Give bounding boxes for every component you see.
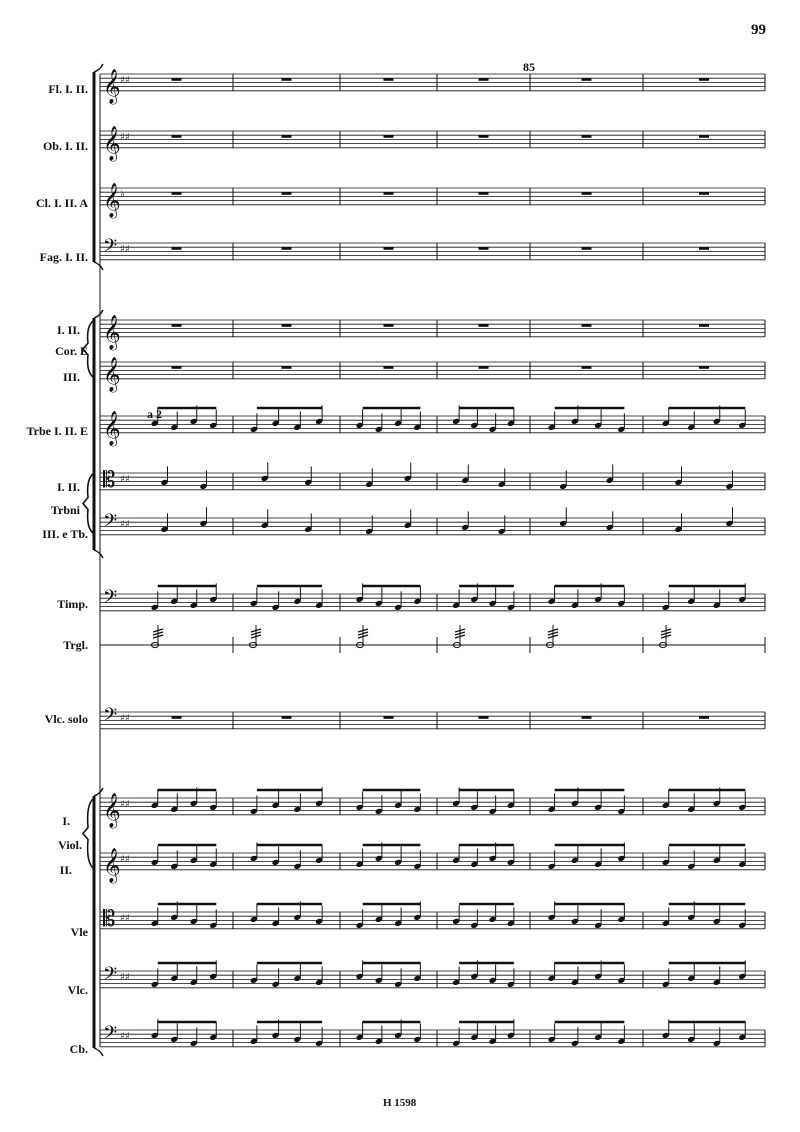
whole-rest xyxy=(282,192,292,195)
label-timpani: Timp. xyxy=(57,597,88,611)
strings-bracket-hook xyxy=(94,788,103,796)
whole-rest xyxy=(172,324,182,327)
label-basses: Cb. xyxy=(69,1042,88,1056)
clef-treble: 𝄞 xyxy=(103,357,121,392)
whole-rest xyxy=(582,716,592,719)
clef-treble: 𝄞 xyxy=(103,69,121,104)
whole-rest xyxy=(699,247,709,250)
whole-rest xyxy=(384,366,394,369)
whole-rest xyxy=(582,324,592,327)
label-trombones-3: III. e Tb. xyxy=(42,527,88,541)
woodwind-bracket-hook xyxy=(94,64,103,72)
clef-bass: 𝄢 xyxy=(103,236,118,261)
whole-rest xyxy=(699,192,709,195)
key-signature: ♯♯ xyxy=(120,854,130,865)
whole-rest xyxy=(282,247,292,250)
whole-rest xyxy=(172,366,182,369)
whole-rest xyxy=(479,247,489,250)
measure-number: 85 xyxy=(523,60,535,74)
key-signature: ♯♯ xyxy=(120,713,130,724)
clef-bass: 𝄢 xyxy=(103,587,118,612)
clef-treble: 𝄞 xyxy=(103,183,121,218)
trombones-brace xyxy=(83,473,94,534)
key-signature: ♯♯ xyxy=(120,913,130,924)
whole-rest xyxy=(384,135,394,138)
whole-rest xyxy=(282,366,292,369)
clef-bass: 𝄢 xyxy=(103,511,118,536)
whole-rest xyxy=(699,716,709,719)
clef-tenor: 𝄡 xyxy=(103,468,116,493)
label-violins-1: I. xyxy=(62,814,70,828)
key-signature: ♯♯ xyxy=(120,1031,130,1042)
whole-rest xyxy=(384,716,394,719)
clef-bass: 𝄢 xyxy=(103,1023,118,1048)
label-bassoons: Fag. I. II. xyxy=(39,250,88,264)
key-signature: ♯♯ xyxy=(120,799,130,810)
label-cello-solo: Vlc. solo xyxy=(44,712,88,726)
whole-rest xyxy=(172,247,182,250)
whole-rest xyxy=(582,192,592,195)
clef-alto: 𝄡 xyxy=(103,907,116,932)
whole-rest xyxy=(384,78,394,81)
page-number: 99 xyxy=(751,22,766,38)
label-trumpets: Trbe I. II. E xyxy=(26,424,88,438)
label-violins-2: II. xyxy=(59,863,72,877)
label-horns-12: I. II. xyxy=(56,323,80,337)
clef-treble: 𝄞 xyxy=(103,315,121,350)
label-horns-name: Cor. E xyxy=(55,344,88,358)
whole-rest xyxy=(479,78,489,81)
whole-rest xyxy=(582,78,592,81)
whole-rest xyxy=(582,366,592,369)
label-horns-3: III. xyxy=(62,370,80,384)
whole-rest xyxy=(699,324,709,327)
woodwind-bracket-hook xyxy=(94,262,103,270)
key-signature: ♯♯ xyxy=(120,519,130,530)
clef-treble: 𝄞 xyxy=(103,126,121,161)
whole-rest xyxy=(699,135,709,138)
label-violas: Vle xyxy=(70,925,88,939)
strings-bracket-hook xyxy=(94,1048,103,1056)
whole-rest xyxy=(479,716,489,719)
brass-bracket-hook xyxy=(94,310,103,318)
whole-rest xyxy=(699,78,709,81)
whole-rest xyxy=(582,247,592,250)
whole-rest xyxy=(384,324,394,327)
whole-rest xyxy=(582,135,592,138)
whole-rest xyxy=(384,247,394,250)
whole-rest xyxy=(282,324,292,327)
brass-bracket-hook xyxy=(94,550,103,558)
whole-rest xyxy=(172,135,182,138)
key-signature: ♯♯ xyxy=(120,244,130,255)
whole-rest xyxy=(479,324,489,327)
clef-treble: 𝄞 xyxy=(103,411,121,446)
whole-rest xyxy=(479,192,489,195)
key-signature: ♯♯ xyxy=(120,474,130,485)
label-clarinets: Cl. I. II. A xyxy=(35,196,88,210)
key-signature: ♭ xyxy=(120,189,125,200)
whole-rest xyxy=(384,192,394,195)
label-oboes: Ob. I. II. xyxy=(42,139,88,153)
label-cellos: Vlc. xyxy=(67,983,88,997)
whole-rest xyxy=(282,716,292,719)
clef-treble: 𝄞 xyxy=(103,793,121,828)
whole-rest xyxy=(172,78,182,81)
whole-rest xyxy=(479,366,489,369)
clef-bass: 𝄢 xyxy=(103,705,118,730)
label-flutes: Fl. I. II. xyxy=(48,82,88,96)
key-signature: ♯♯ xyxy=(120,972,130,983)
whole-rest xyxy=(282,135,292,138)
whole-rest xyxy=(699,366,709,369)
whole-rest xyxy=(172,716,182,719)
whole-rest xyxy=(479,135,489,138)
clef-treble: 𝄞 xyxy=(103,848,121,883)
clef-bass: 𝄢 xyxy=(103,964,118,989)
label-triangle: Trgl. xyxy=(63,638,88,652)
key-signature: ♯♯ xyxy=(120,75,130,86)
whole-rest xyxy=(282,78,292,81)
plate-number: H 1598 xyxy=(383,1097,417,1109)
label-trombones-12: I. II. xyxy=(56,480,80,494)
a2-marking: a 2 xyxy=(147,407,162,421)
label-violins-name: Viol. xyxy=(58,838,82,852)
label-trombones-name: Trbni xyxy=(50,503,80,517)
violins-brace xyxy=(83,798,94,869)
whole-rest xyxy=(172,192,182,195)
key-signature: ♯♯ xyxy=(120,132,130,143)
